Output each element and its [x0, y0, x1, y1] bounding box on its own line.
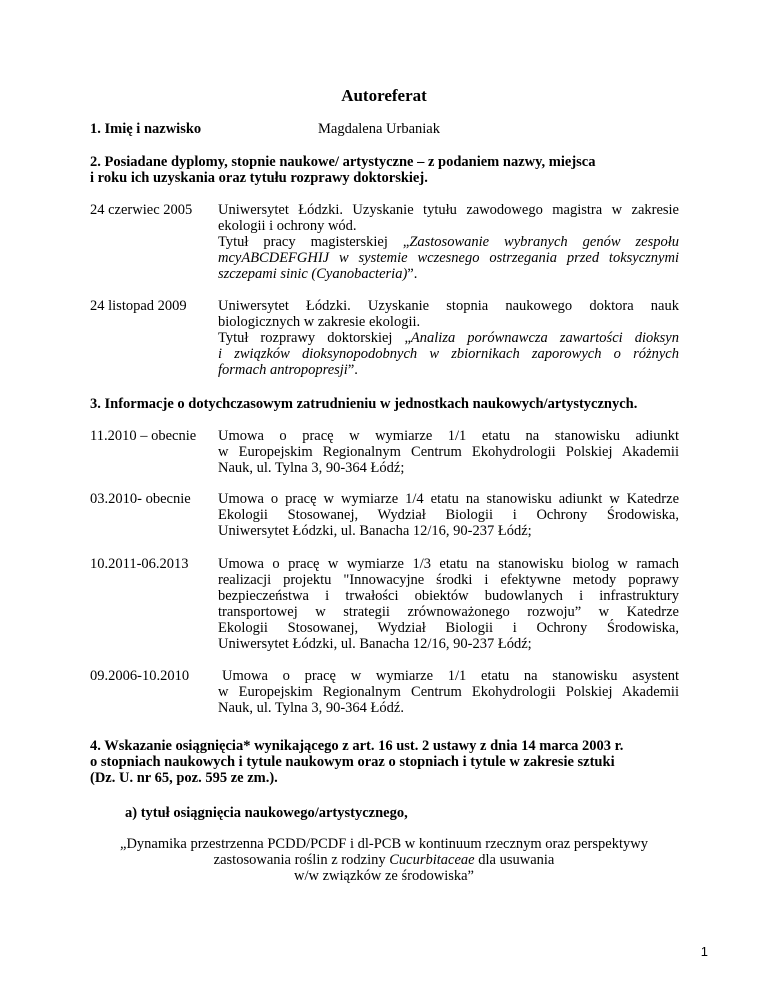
diploma-entry — [218, 202, 679, 282]
section1-label: 1. Imię i nazwisko — [90, 121, 202, 137]
employment-date: 11.2010 – obecnie — [90, 428, 197, 444]
entry-line — [218, 330, 679, 346]
thesis-title: formach antropopresji — [218, 362, 348, 378]
entry-line: Uniwersytet Łódzki. Uzyskanie stopnia naukowego doktora nauk — [218, 298, 679, 314]
entry-line: Ekologii Stosowanej, Wydział Biologii i Ochrony Środowiska, — [218, 507, 679, 523]
achievement-line: w/w związków ze środowiska” — [294, 868, 474, 884]
entry-line: Uniwersytet Łódzki. Uzyskanie tytułu zawodowego magistra w zakresie — [218, 202, 679, 218]
employment-entry — [218, 491, 679, 539]
entry-line: Umowa o pracę w wymiarze 1/3 etatu na stanowisku biolog w ramach — [218, 556, 679, 572]
thesis-title-prefix: Tytuł pracy magisterskiej „ — [218, 234, 410, 250]
page-title: Autoreferat — [341, 86, 427, 105]
thesis-title: i związków dioksynopodobnych w zbiornikach zaporowych o różnych — [218, 346, 679, 362]
achievement-line: „Dynamika przestrzenna PCDD/PCDF i dl-PCB w kontinuum rzecznym oraz perspektywy — [120, 836, 648, 852]
employment-date: 03.2010- obecnie — [90, 491, 191, 507]
entry-line: Umowa o pracę w wymiarze 1/4 etatu na stanowisku adiunkt w Katedrze — [218, 491, 679, 507]
achievement-text: zastosowania roślin z rodziny — [213, 852, 390, 868]
employment-entry — [218, 428, 679, 476]
achievement-line — [90, 852, 678, 868]
entry-line: Ekologii Stosowanej, Wydział Biologii i Ochrony Środowiska, — [218, 620, 679, 636]
entry-line: Umowa o pracę w wymiarze 1/1 etatu na stanowisku asystent — [222, 668, 679, 684]
page-number: 1 — [700, 944, 708, 959]
thesis-title-suffix: ”. — [347, 362, 358, 378]
achievement-subheading: a) tytuł osiągnięcia naukowego/artystycznego, — [125, 805, 408, 821]
entry-line: realizacji projektu "Innowacyjne środki i efektywne metody poprawy — [218, 572, 679, 588]
entry-line: Nauk, ul. Tylna 3, 90-364 Łódź; — [218, 460, 405, 476]
thesis-title-prefix: Tytuł rozprawy doktorskiej „ — [218, 330, 411, 346]
section2-heading-line2: i roku ich uzyskania oraz tytułu rozprawy doktorskiej. — [90, 170, 428, 186]
achievement-taxon: Cucurbitaceae — [389, 852, 475, 868]
thesis-title: mcyABCDEFGHIJ w systemie wczesnego ostrzegania przed toksycznymi — [218, 250, 679, 266]
entry-line: biologicznych w zakresie ekologii. — [218, 314, 421, 330]
entry-line: Uniwersytet Łódzki, ul. Banacha 12/16, 90-237 Łódź; — [218, 523, 532, 539]
section4-heading-line1: 4. Wskazanie osiągnięcia* wynikającego z art. 16 ust. 2 ustawy z dnia 14 marca 2003 r. — [90, 738, 624, 754]
entry-line: ekologii i ochrony wód. — [218, 218, 357, 234]
entry-line: Uniwersytet Łódzki, ul. Banacha 12/16, 90-237 Łódź; — [218, 636, 532, 652]
section4-heading-line3: (Dz. U. nr 65, poz. 595 ze zm.). — [90, 770, 278, 786]
section1-name: Magdalena Urbaniak — [318, 121, 440, 137]
employment-date: 09.2006-10.2010 — [90, 668, 190, 684]
thesis-title-suffix: ”. — [407, 266, 418, 282]
entry-line — [218, 362, 679, 378]
entry-line — [218, 266, 679, 282]
entry-line: w Europejskim Regionalnym Centrum Ekohydrologii Polskiej Akademii — [218, 684, 679, 700]
employment-entry — [218, 556, 679, 652]
thesis-title: szczepami sinic (Cyanobacteria) — [218, 266, 408, 282]
entry-line: transportowej w strategii zrównoważonego rozwoju” w Katedrze — [218, 604, 679, 620]
section2-heading-line1: 2. Posiadane dyplomy, stopnie naukowe/ artystyczne – z podaniem nazwy, miejsca — [90, 154, 596, 170]
thesis-title: Analiza porównawcza zawartości dioksyn — [410, 330, 679, 346]
entry-line: Nauk, ul. Tylna 3, 90-364 Łódź. — [218, 700, 404, 716]
achievement-text: dla usuwania — [474, 852, 555, 868]
achievement-title — [90, 836, 678, 884]
entry-line: bezpieczeństwa i trwałości obiektów budowlanych i infrastruktury — [218, 588, 679, 604]
entry-line: Umowa o pracę w wymiarze 1/1 etatu na stanowisku adiunkt — [218, 428, 679, 444]
diploma-date: 24 czerwiec 2005 — [90, 202, 193, 218]
section3-heading: 3. Informacje o dotychczasowym zatrudnieniu w jednostkach naukowych/artystycznych. — [90, 396, 638, 412]
section4-heading-line2: o stopniach naukowych i tytule naukowym oraz o stopniach i tytule w zakresie sztuki — [90, 754, 615, 770]
diploma-entry — [218, 298, 679, 378]
employment-date: 10.2011-06.2013 — [90, 556, 189, 572]
thesis-title: Zastosowanie wybranych genów zespołu — [409, 234, 680, 250]
diploma-date: 24 listopad 2009 — [90, 298, 187, 314]
entry-line — [218, 234, 679, 250]
entry-line: w Europejskim Regionalnym Centrum Ekohydrologii Polskiej Akademii — [218, 444, 679, 460]
employment-entry — [218, 668, 679, 716]
